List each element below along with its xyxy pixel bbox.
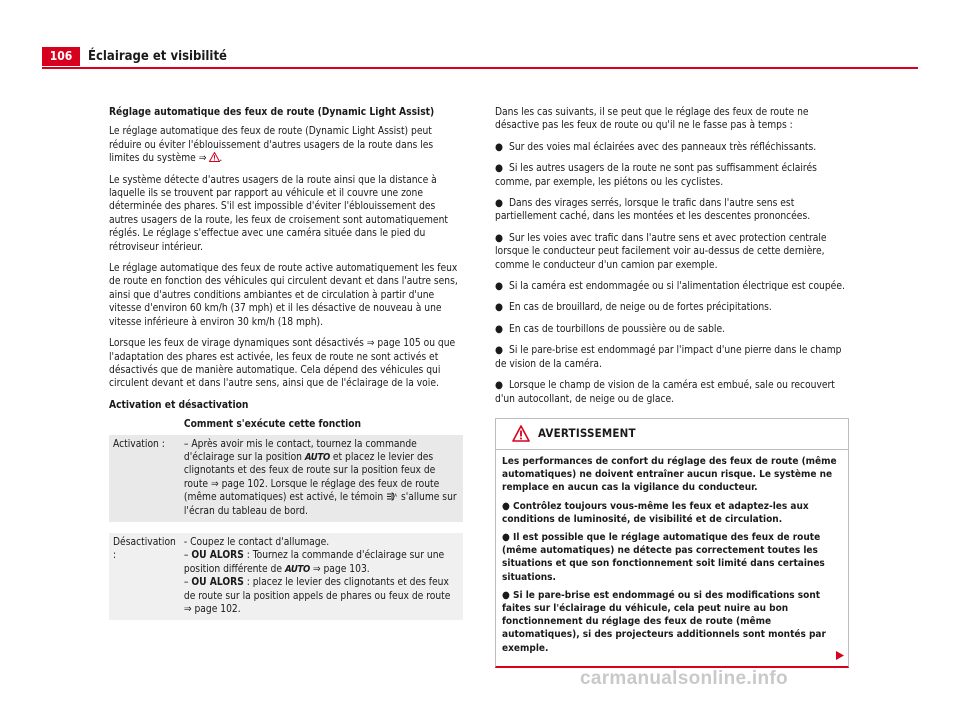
deactivation-step-2: – OU ALORS : Tournez la commande d'éclairage sur une position différente de AUTO ⇒ page 103. — [183, 550, 445, 575]
paragraph-limits-intro: Dans les cas suivants, il se peut que le réglage des feux de route ne désactive pas les feux de route ou qu'il ne le fasse pas à temps : — [495, 107, 809, 132]
header-divider — [42, 67, 918, 69]
warning-list-item: ● Si le pare-brise est endommagé ou si des modifications sont faites sur l'éclairage du véhicule, cela peut nuire au bon fonctionnement du réglage des feux de route (même automatiques), si des projecteurs additionnels sont montés par exemple. — [502, 589, 826, 654]
activation-step-text-3: s'allume sur l'écran du tableau de bord. — [183, 492, 457, 517]
deactivation-cell — [180, 533, 463, 620]
activation-table — [109, 416, 463, 620]
activation-cell — [180, 435, 463, 522]
table-header-empty — [109, 416, 180, 434]
limitations-list — [495, 141, 850, 406]
deactivation-step-1: - Coupez le contact d'allumage. — [183, 536, 330, 548]
warning-list-item: ● Contrôlez toujours vous-même les feux et adaptez-les aux conditions de luminosité, de visibilité et de circulation. — [502, 500, 809, 525]
left-column — [109, 106, 463, 620]
subheading-activation: Activation et désactivation — [109, 399, 249, 411]
activation-label: Activation : — [109, 435, 180, 522]
auto-symbol: AUTO — [304, 451, 330, 463]
list-item: ● Si la caméra est endommagée ou si l'alimentation électrique est coupée. — [495, 281, 845, 293]
high-beam-assist-lamp-icon — [386, 492, 398, 501]
paragraph-detection: Le système détecte d'autres usagers de la route ainsi que la distance à laquelle ils se trouvent par rapport au véhicule et il couvre une zone déterminée des phares. S'il est impossible d'éviter l'éblouissement des autres usagers de la route, les feux de croisement sont automatiquement réglés. Le réglage s'effectue avec une caméra située dans le pied du rétroviseur intérieur. — [109, 174, 448, 253]
warning-body — [496, 450, 848, 666]
page-number: 106 — [42, 47, 80, 66]
chapter-title: Éclairage et visibilité — [88, 49, 227, 64]
list-item: ● Lorsque le champ de vision de la caméra est embué, sale ou recouvert d'un autocollant, de neige ou de glace. — [495, 380, 835, 405]
paragraph-dynamic-bend: Lorsque les feux de virage dynamiques sont désactivés ⇒ page 105 ou que l'adaptation des phares est activée, les feux de route ne sont activés et désactivés que de manière automatique. Cela dépend des véhicules qui circulent devant et dans l'autre sens, ainsi que de l'éclairage de la voie. — [109, 338, 456, 390]
continue-arrow-icon — [836, 651, 844, 660]
section-heading: Réglage automatique des feux de route (Dynamic Light Assist) — [109, 107, 435, 118]
warning-header — [496, 419, 848, 450]
list-item: ● Dans des virages serrés, lorsque le trafic dans l'autre sens est partiellement caché, dans les montées et les descentes prononcées. — [495, 198, 811, 223]
auto-symbol: AUTO — [284, 563, 310, 575]
paragraph-activation-speed: Le réglage automatique des feux de route active automatiquement les feux de route en fonction des véhicules qui circulent devant et dans l'autre sens, ainsi que d'autres conditions ambiantes et de circulation à partir d'une vitesse d'environ 60 km/h (37 mph) et il les désactive de nouveau à une vitesse inférieure à environ 30 km/h (18 mph). — [109, 263, 458, 328]
paragraph-intro: Le réglage automatique des feux de route (Dynamic Light Assist) peut réduire ou éviter l'éblouissement d'autres usagers de la route dans les limites du système ⇒ . — [109, 126, 434, 165]
warning-triangle-icon — [512, 425, 530, 442]
right-column — [495, 106, 850, 668]
list-item: ● En cas de tourbillons de poussière ou de sable. — [495, 323, 726, 335]
deactivation-step-3: – OU ALORS : placez le levier des clignotants et des feux de route sur la position appels de phares ou feux de route ⇒ page 102. — [183, 577, 451, 615]
deactivation-label: Désactivation : — [109, 533, 180, 620]
warning-paragraph: Les performances de confort du réglage des feux de route (même automatiques) ne doivent entraîner aucun risque. Le système ne remplace en aucun cas la vigilance du conducteur. — [502, 455, 837, 494]
list-item: ● Sur des voies mal éclairées avec des panneaux très réfléchissants. — [495, 141, 817, 153]
table-header-how: Comment s'exécute cette fonction — [183, 419, 362, 431]
list-item: ● Si les autres usagers de la route ne sont pas suffisamment éclairés comme, par exemple, les piétons ou les cyclistes. — [495, 163, 817, 188]
list-item: ● Si le pare-brise est endommagé par l'impact d'une pierre dans le champ de vision de la caméra. — [495, 345, 842, 370]
list-item: ● Sur les voies avec trafic dans l'autre sens et avec protection centrale lorsque le conducteur peut facilement voir au-dessus de cette dernière, comme le conducteur d'un camion par exemple. — [495, 232, 827, 271]
svg-text:A: A — [394, 493, 398, 499]
warning-list-item: ● Il est possible que le réglage automatique des feux de route (même automatiques) ne détecte pas correctement toutes les situations et que son fonctionnement soit limité dans certaines situations. — [502, 531, 825, 583]
table-row — [109, 435, 463, 522]
warning-triangle-icon — [209, 152, 219, 162]
watermark: carmanualsonline.info — [580, 668, 788, 689]
warning-title: AVERTISSEMENT — [538, 425, 636, 440]
activation-step-text-2: et placez le levier des clignotants et des feux de route sur la position feux de route ⇒ page 102. Lorsque le réglage des feux de route (même automatiques) est activé, le témoin — [183, 451, 440, 504]
warning-box — [495, 418, 849, 668]
activation-step-text: – Après avoir mis le contact, tournez la commande d'éclairage sur la position — [183, 438, 417, 463]
list-item: ● En cas de brouillard, de neige ou de fortes précipitations. — [495, 302, 772, 314]
table-row — [109, 533, 463, 620]
paragraph-intro-text: Le réglage automatique des feux de route (Dynamic Light Assist) peut réduire ou éviter l'éblouissement d'autres usagers de la route dans les limites du système ⇒ — [109, 126, 434, 165]
